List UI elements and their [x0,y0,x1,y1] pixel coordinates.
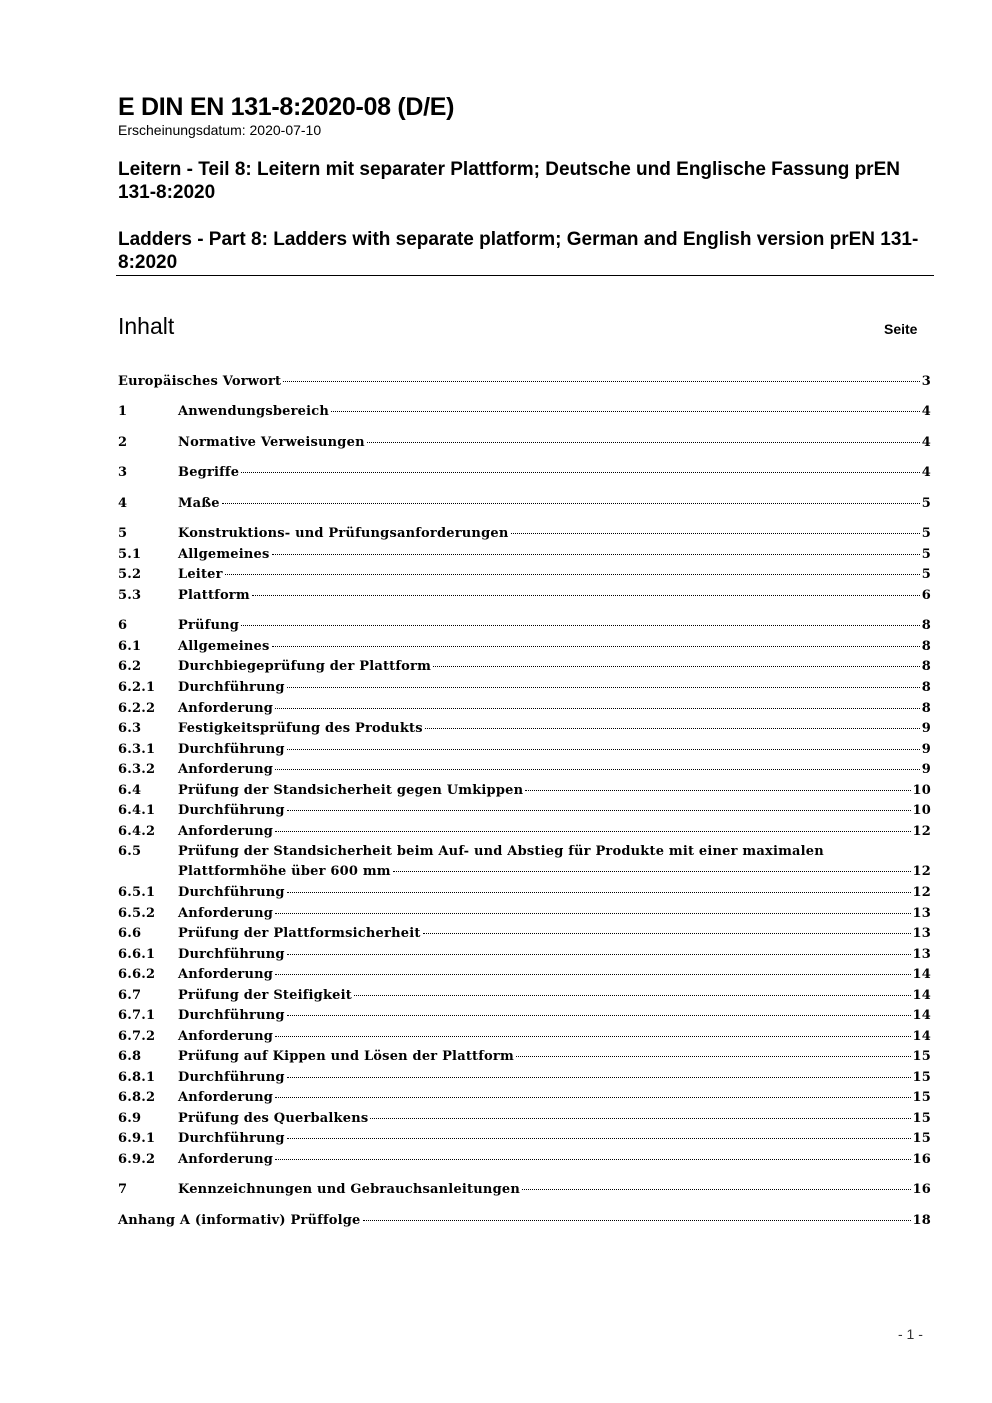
toc-entry-page: 14 [912,967,931,982]
toc-entry-title: Anforderung [178,967,274,982]
toc-entry-number: 5.2 [118,567,142,582]
toc-entry-number: 6.2.1 [118,680,156,695]
toc-entry-number: 1 [118,404,128,419]
toc-entry-title: Maße [178,496,220,511]
toc-entry-title: Plattform [178,588,250,603]
toc-entry-page: 10 [912,783,931,798]
toc-entry [118,586,931,606]
toc-leader [252,595,920,596]
toc-entry-number: 6.1 [118,639,142,654]
toc-entry-number: 6.5 [118,844,142,859]
toc-entry-number: 7 [118,1182,128,1197]
toc-entry-page: 14 [912,1008,931,1023]
toc-entry-title: Durchführung [178,1008,285,1023]
toc-entry [118,433,931,453]
toc-entry-page: 8 [921,680,931,695]
toc-entry [118,616,931,636]
toc-entry-page: 12 [912,885,931,900]
toc-entry-number: 6.7 [118,988,142,1003]
toc-entry-number: 6.9.1 [118,1131,156,1146]
toc-entry-title: Konstruktions- und Prüfungsanforderungen [178,526,509,541]
toc-leader [423,933,911,934]
issue-date: Erscheinungsdatum: 2020-07-10 [118,122,322,138]
toc-entry-title: Prüfung der Steifigkeit [178,988,352,1003]
toc-entry [118,1047,931,1067]
toc-leader [241,472,920,473]
toc-leader [287,810,911,811]
toc-leader [287,1077,911,1078]
toc-leader [283,381,919,382]
toc-entry-page: 13 [912,947,931,962]
toc-entry [118,565,931,585]
toc-entry-page: 12 [912,824,931,839]
toc-entry-page: 5 [921,547,931,562]
toc-entry-title: Kennzeichnungen und Gebrauchsanleitungen [178,1182,520,1197]
toc-entry-title: Prüfung [178,618,240,633]
toc-entry-page: 15 [912,1090,931,1105]
toc-leader [425,728,920,729]
toc-entry [118,657,931,677]
toc-entry [118,1088,931,1108]
toc-entry-page: 8 [921,639,931,654]
toc-entry-number: 6.8.1 [118,1070,156,1085]
toc-entry-page: 5 [921,526,931,541]
toc-entry-page: 8 [921,618,931,633]
toc-entry-title: Anforderung [178,701,274,716]
toc-entry-title: Anforderung [178,1090,274,1105]
toc-leader [272,554,920,555]
toc-entry-page: 9 [921,742,931,757]
toc-leader [287,687,920,688]
toc-entry-title: Anforderung [178,824,274,839]
title-german: Leitern - Teil 8: Leitern mit separater Plattform; Deutsche und Englische Fassung prEN 131-8:2020 [118,159,900,203]
toc-entry-number: 5 [118,526,128,541]
toc-entry-page: 16 [912,1182,931,1197]
toc-leader [225,574,920,575]
toc-entry-page: 4 [921,404,931,419]
toc-leader [367,442,920,443]
toc-entry-number: 5.3 [118,588,142,603]
toc-entry-number: 6.8 [118,1049,142,1064]
toc-entry-page: 15 [912,1131,931,1146]
toc-entry-number: 6.4.1 [118,803,156,818]
toc-entry-number: 6.3 [118,721,142,736]
toc-entry-number: 6.4.2 [118,824,156,839]
toc-entry-page: 14 [912,988,931,1003]
toc-entry-page: 3 [921,374,931,389]
toc-entry-title: Durchführung [178,803,285,818]
toc-entry-number: 6.7.2 [118,1029,156,1044]
toc-entry-title: Allgemeines [178,547,270,562]
title-english: Ladders - Part 8: Ladders with separate platform; German and English version prEN 131-8:2020 [118,229,919,273]
toc-entry [118,402,931,422]
toc-entry-title: Anforderung [178,1152,274,1167]
toc-entry-page: 5 [921,567,931,582]
toc-entry [118,986,931,1006]
toc-entry-title: Durchführung [178,680,285,695]
toc-entry [118,781,931,801]
toc-leader [522,1189,911,1190]
toc-entry-number: 6.9 [118,1111,142,1126]
toc-entry-title: Prüfung der Plattformsicherheit [178,926,421,941]
toc-entry [118,924,931,944]
toc-entry-page: 4 [921,435,931,450]
toc-leader [354,995,911,996]
toc-entry-number: 6.2 [118,659,142,674]
toc-entry-number: 2 [118,435,128,450]
toc-entry-number: 3 [118,465,128,480]
toc-leader [272,646,920,647]
toc-entry [118,1006,931,1026]
toc-entry-number: 6.8.2 [118,1090,156,1105]
toc-entry-title: Prüfung auf Kippen und Lösen der Plattform [178,1049,514,1064]
toc-entry [118,740,931,760]
toc-entry [118,637,931,657]
toc-entry-page: 15 [912,1049,931,1064]
toc-entry-page: 16 [912,1152,931,1167]
toc-entry [118,1109,931,1129]
toc-leader [275,831,910,832]
toc-entry [118,699,931,719]
toc-entry-number: 6 [118,618,128,633]
toc-entry [118,760,931,780]
toc-leader [433,666,920,667]
toc-entry-title: Durchführung [178,1131,285,1146]
toc-leader [287,954,911,955]
toc-entry-number: 6.6.1 [118,947,156,962]
toc-leader [363,1220,911,1221]
toc-entry-title: Anhang A (informativ) Prüffolge [118,1213,361,1228]
toc-entry-number: 6.3.1 [118,742,156,757]
toc-entry-page: 10 [912,803,931,818]
toc-leader [275,1036,910,1037]
toc-leader [287,892,911,893]
toc-leader [222,503,920,504]
toc-leader [287,749,920,750]
toc-entry-page: 8 [921,659,931,674]
toc-heading: Inhalt [118,313,175,339]
toc-entry [118,1027,931,1047]
toc-leader [275,769,920,770]
toc-leader [525,790,910,791]
toc-entry-page: 14 [912,1029,931,1044]
toc-entry [118,945,931,965]
toc-leader [275,708,920,709]
toc-entry-number: 6.7.1 [118,1008,156,1023]
toc-leader [370,1118,910,1119]
toc-page-label: Seite [884,321,918,337]
toc-entry-title: Durchführung [178,742,285,757]
document-id: E DIN EN 131-8:2020-08 (D/E) [118,93,455,121]
toc-entry-title: Festigkeitsprüfung des Produkts [178,721,423,736]
toc-entry-title: Prüfung der Standsicherheit gegen Umkippen [178,783,524,798]
toc-entry [118,719,931,739]
toc-entry-title: Anforderung [178,762,274,777]
toc-entry [118,372,931,392]
toc-entry-title: Anwendungsbereich [178,404,330,419]
toc-entry-title: Europäisches Vorwort [118,374,282,389]
toc-entry-number: 6.6.2 [118,967,156,982]
toc-leader [275,1159,910,1160]
toc-entry [118,842,931,862]
toc-entry-title: Leiter [178,567,223,582]
toc-entry-number: 6.3.2 [118,762,156,777]
toc-entry-page: 12 [912,864,931,879]
toc-entry [118,1150,931,1170]
toc-entry-title: Durchbiegeprüfung der Plattform [178,659,432,674]
toc-entry-page: 8 [921,701,931,716]
toc-leader [275,974,910,975]
toc-leader [241,625,920,626]
toc-leader [393,871,911,872]
toc-entry-page: 13 [912,906,931,921]
toc-entry-title: Durchführung [178,947,285,962]
toc-entry [118,524,931,544]
toc-entry [118,463,931,483]
toc-entry-number: 6.2.2 [118,701,156,716]
toc-entry-title: Allgemeines [178,639,270,654]
toc-entry-continuation [118,862,931,882]
toc-entry-page: 13 [912,926,931,941]
toc-entry-page: 4 [921,465,931,480]
toc-entry-title: Durchführung [178,1070,285,1085]
toc-entry-title-continued: Plattformhöhe über 600 mm [178,864,391,879]
toc-entry-number: 6.5.2 [118,906,156,921]
toc-entry-number: 6.5.1 [118,885,156,900]
toc-entry [118,1211,931,1231]
toc-entry-page: 15 [912,1070,931,1085]
toc-entry [118,883,931,903]
toc-entry-page: 5 [921,496,931,511]
header-divider [116,275,934,276]
toc-entry [118,822,931,842]
toc-entry [118,1129,931,1149]
toc-entry-title: Prüfung der Standsicherheit beim Auf- und Abstieg für Produkte mit einer maximalen [178,844,824,859]
toc-entry-title: Prüfung des Querbalkens [178,1111,369,1126]
toc-entry-page: 15 [912,1111,931,1126]
toc-entry [118,678,931,698]
toc-entry [118,801,931,821]
toc-entry [118,965,931,985]
toc-entry-number: 6.9.2 [118,1152,156,1167]
toc-entry-title: Anforderung [178,906,274,921]
toc-entry [118,1180,931,1200]
toc-leader [275,1097,910,1098]
toc-entry-number: 4 [118,496,128,511]
toc-entry-page: 18 [912,1213,931,1228]
page-number: - 1 - [898,1326,923,1342]
toc-entry-title: Normative Verweisungen [178,435,365,450]
toc-entry-page: 6 [921,588,931,603]
toc-entry-title: Begriffe [178,465,240,480]
toc-entry [118,545,931,565]
toc-entry-page: 9 [921,762,931,777]
toc-leader [516,1056,911,1057]
toc-leader [287,1015,911,1016]
toc-entry-number: 6.4 [118,783,142,798]
toc-entry-number: 6.6 [118,926,142,941]
toc-leader [511,533,920,534]
toc-entry-title: Anforderung [178,1029,274,1044]
toc-leader [275,913,910,914]
toc-entry-page: 9 [921,721,931,736]
toc-entry [118,904,931,924]
toc-entry [118,1068,931,1088]
toc-entry [118,494,931,514]
toc-entry-number: 5.1 [118,547,142,562]
toc-leader [287,1138,911,1139]
toc-leader [331,411,920,412]
toc-entry-title: Durchführung [178,885,285,900]
